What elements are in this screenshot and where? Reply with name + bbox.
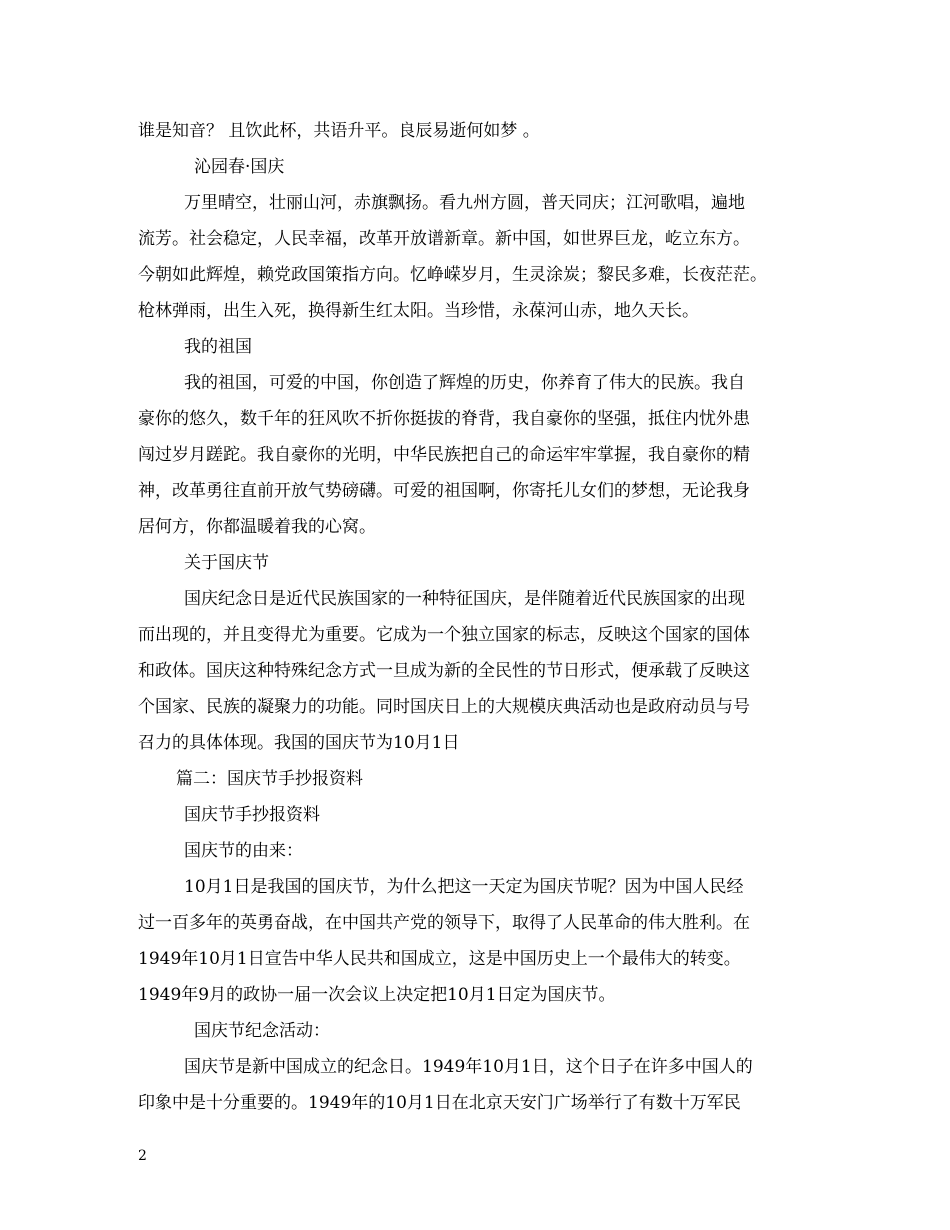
text-line: 个国家、民族的凝聚力的功能。同时国庆日上的大规模庆典活动也是政府动员与号	[138, 697, 750, 717]
poem-title: 沁园春·国庆	[194, 157, 285, 177]
section-heading: 关于国庆节	[184, 553, 269, 573]
text-line: 印象中是十分重要的。1949年的10月1日在北京天安门广场举行了有数十万军民	[138, 1093, 741, 1113]
text-line: 万里晴空，壮丽山河，赤旗飘扬。看九州方圆，普天同庆；江河歌唱，遍地	[184, 193, 745, 213]
section-heading: 国庆节的由来：	[184, 841, 303, 861]
text-line: 闯过岁月蹉跎。我自豪你的光明，中华民族把自己的命运牢牢掌握，我自豪你的精	[138, 445, 750, 465]
text-line: 我的祖国，可爱的中国，你创造了辉煌的历史，你养育了伟大的民族。我自	[184, 373, 745, 393]
section-heading: 我的祖国	[184, 337, 252, 357]
text-line: 居何方，你都温暖着我的心窝。	[138, 517, 376, 537]
page-number: 2	[138, 1148, 147, 1164]
text-line: 和政体。国庆这种特殊纪念方式一旦成为新的全民性的节日形式，便承载了反映这	[138, 661, 750, 681]
text-line: 国庆纪念日是近代民族国家的一种特征国庆，是伴随着近代民族国家的出现	[184, 589, 745, 609]
text-line: 过一百多年的英勇奋战，在中国共产党的领导下，取得了人民革命的伟大胜利。在	[138, 913, 750, 933]
text-line: 10月1日是我国的国庆节，为什么把这一天定为国庆节呢？因为中国人民经	[184, 877, 744, 897]
section-heading: 国庆节手抄报资料	[184, 805, 320, 825]
text-line: 而出现的，并且变得尤为重要。它成为一个独立国家的标志，反映这个国家的国体	[138, 625, 750, 645]
section-heading: 国庆节纪念活动：	[194, 1021, 330, 1041]
text-line: 1949年9月的政协一届一次会议上决定把10月1日定为国庆节。	[138, 985, 616, 1005]
text-line: 召力的具体体现。我国的国庆节为10月1日	[138, 733, 460, 753]
text-line: 流芳。社会稳定，人民幸福，改革开放谱新章。新中国，如世界巨龙，屹立东方。	[138, 229, 750, 249]
section-heading: 篇二：国庆节手抄报资料	[176, 769, 363, 789]
text-line: 豪你的悠久，数千年的狂风吹不折你挺拔的脊背，我自豪你的坚强，抵住内忧外患	[138, 409, 750, 429]
text-line: 1949年10月1日宣告中华人民共和国成立，这是中国历史上一个最伟大的转变。	[138, 949, 741, 969]
text-line: 谁是知音？ 且饮此杯，共语升平。良辰易逝何如梦 。	[138, 121, 540, 141]
text-line: 今朝如此辉煌，赖党政国策指方向。忆峥嵘岁月，生灵涂炭；黎民多难，长夜茫茫。	[138, 265, 767, 285]
text-line: 神，改革勇往直前开放气势磅礴。可爱的祖国啊，你寄托儿女们的梦想，无论我身	[138, 481, 750, 501]
text-line: 枪林弹雨，出生入死，换得新生红太阳。当珍惜，永葆河山赤，地久天长。	[138, 301, 699, 321]
text-line: 国庆节是新中国成立的纪念日。1949年10月1日，这个日子在许多中国人的	[184, 1057, 753, 1077]
